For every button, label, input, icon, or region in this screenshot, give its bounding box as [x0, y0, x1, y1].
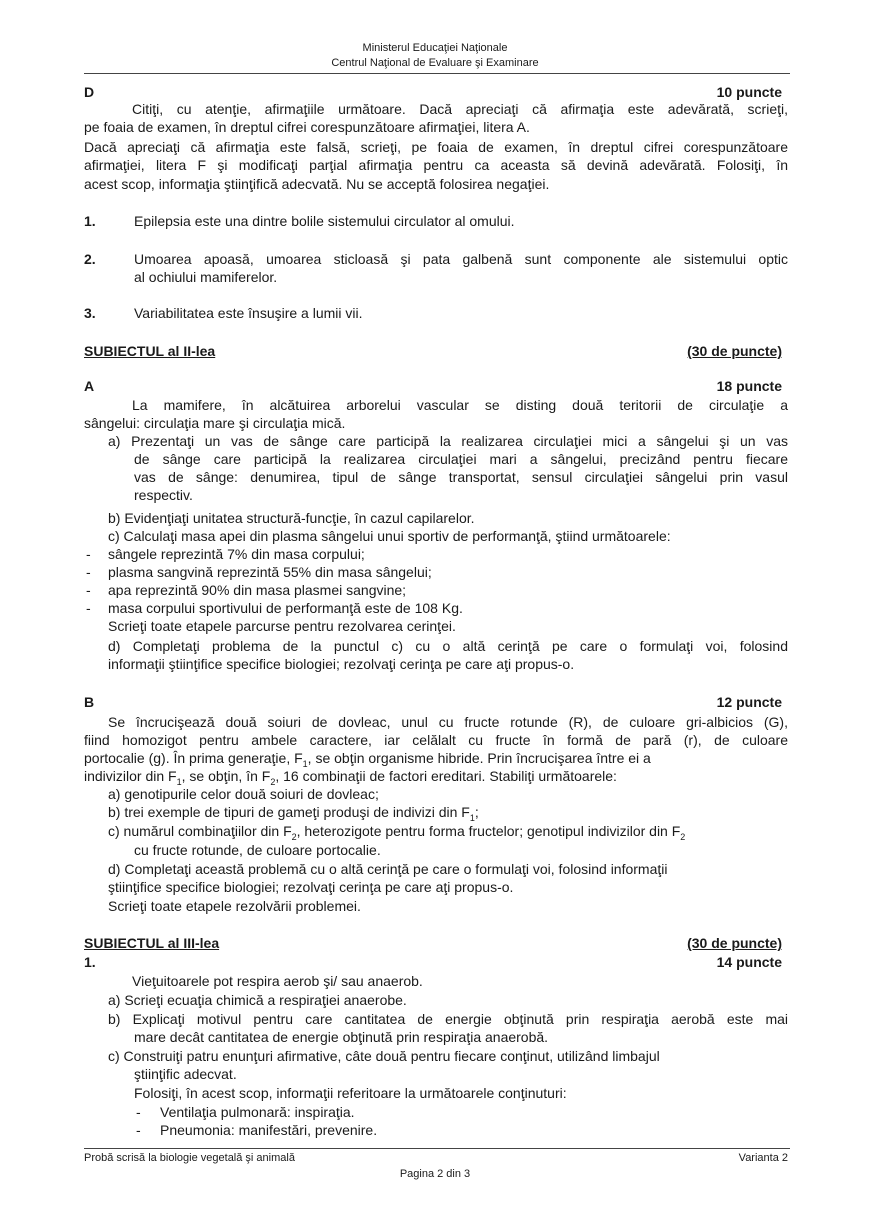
part-a-req-a-3: vas de sânge: denumirea, tipul de sânge transportat, sensul circulaţiei sângelui prin vasul	[134, 469, 788, 485]
part-a-intro-2: sângelui: circulaţia mare şi circulaţia mică.	[84, 415, 346, 431]
part-a-req-b: b) Evidenţiaţi unitatea structură-funcţie, în cazul capilarelor.	[108, 510, 475, 526]
question-number: 1.	[84, 954, 96, 970]
subject-2-title: SUBIECTUL al II-lea	[84, 343, 216, 359]
subscript: 2	[291, 831, 297, 842]
part-b-points: 12 puncte	[716, 694, 782, 710]
fact-item: masa corpului sportivului de performanţă este de 108 Kg.	[108, 600, 463, 616]
text-segment: c) numărul combinaţiilor din F	[108, 823, 292, 839]
text-segment: , heterozigote pentru forma fructelor; genotipul indivizilor din F	[296, 823, 681, 839]
text-segment: , 16 combinaţii de factori ereditari. Stabiliţi următoarele:	[275, 768, 617, 784]
section-d-points: 10 puncte	[716, 84, 782, 100]
fact-item: sângele reprezintă 7% din masa corpului;	[108, 546, 365, 562]
part-b-req-c	[108, 823, 685, 840]
question-req-c-2: ştiinţific adecvat.	[134, 1066, 237, 1082]
part-b-final: Scrieţi toate etapele rezolvării problemei.	[108, 898, 361, 914]
question-req-b-2: mare decât cantitatea de energie obţinută prin respiraţia anaerobă.	[134, 1029, 549, 1045]
part-a-req-a-4: respectiv.	[134, 487, 193, 503]
item-text: Epilepsia este una dintre bolile sistemului circulator al omului.	[134, 213, 515, 229]
dash: -	[86, 600, 91, 616]
question-req-c-3: Folosiţi, în acest scop, informaţii referitoare la următoarele conţinuturi:	[134, 1085, 567, 1101]
section-d-intro-4: afirmaţiei, litera F şi modificaţi parţial afirmaţia pentru ca aceasta să devină adevărată. Folosiţi, în	[84, 157, 788, 173]
subscript: 1	[176, 776, 182, 787]
content-item: Pneumonia: manifestări, prevenire.	[160, 1122, 378, 1138]
footer-variant: Varianta 2	[738, 1152, 788, 1164]
footer-page-number: Pagina 2 din 3	[399, 1168, 471, 1180]
question-req-c-1: c) Construiţi patru enunţuri afirmative, câte două pentru fiecare conţinut, utilizând limbajul	[108, 1048, 660, 1064]
text-segment: indivizilor din F	[84, 768, 177, 784]
part-a-intro-1: La mamifere, în alcătuirea arborelui vascular se disting două teritorii de circulaţie a	[132, 397, 788, 413]
part-a-req-c-note: Scrieţi toate etapele parcurse pentru rezolvarea cerinţei.	[108, 618, 456, 634]
part-a-letter: A	[84, 378, 95, 394]
fact-item: apa reprezintă 90% din masa plasmei sangvine;	[108, 582, 407, 598]
text-segment: , se obţin, în F	[181, 768, 271, 784]
footer-exam-name: Probă scrisă la biologie vegetală şi animală	[84, 1152, 295, 1164]
subscript: 1	[302, 758, 308, 769]
part-a-req-c: c) Calculaţi masa apei din plasma sângelui unui sportiv de performanţă, ştiind următoarele:	[108, 528, 671, 544]
part-a-req-a-1: a) Prezentaţi un vas de sânge care participă la realizarea circulaţiei mici a sângelui şi un vas	[108, 433, 788, 449]
part-a-points: 18 puncte	[716, 378, 782, 394]
part-b-letter: B	[84, 694, 95, 710]
part-b-intro-1: Se încrucişează două soiuri de dovleac, unul cu fructe rotunde (R), de culoare gri-albicios (G),	[108, 714, 788, 730]
part-b-req-c-2: cu fructe rotunde, de culoare portocalie.	[134, 842, 381, 858]
text-segment: ;	[474, 804, 479, 820]
text-segment: portocalie (g). În prima generaţie, F	[84, 750, 303, 766]
subscript: 1	[469, 812, 475, 823]
part-b-intro-3	[84, 750, 788, 767]
item-number: 1.	[84, 213, 96, 229]
part-a-req-d-2: informaţii ştiinţifice specifice biologiei; rezolvaţi cerinţa pe care aţi propus-o.	[108, 656, 575, 672]
part-b-intro-4	[84, 768, 788, 785]
part-a-req-a-2: de sânge care participă la realizarea circulaţiei mari a sângelui, precizând pentru fiecare	[134, 451, 788, 467]
subscript: 2	[270, 776, 276, 787]
fact-item: plasma sangvină reprezintă 55% din masa sângelui;	[108, 564, 432, 580]
section-d-intro-5: acest scop, informaţia ştiinţifică adecvată. Nu se acceptă folosirea negaţiei.	[84, 176, 550, 192]
header-center: Centrul Naţional de Evaluare şi Examinare	[331, 57, 539, 69]
section-d-intro-2: pe foaia de examen, în dreptul cifrei corespunzătoare afirmaţiei, litera A.	[84, 119, 530, 135]
section-d-letter: D	[84, 84, 95, 100]
subscript: 2	[680, 831, 686, 842]
dash: -	[86, 546, 91, 562]
item-number: 2.	[84, 251, 96, 267]
dash: -	[86, 564, 91, 580]
item-number: 3.	[84, 305, 96, 321]
question-points: 14 puncte	[716, 954, 782, 970]
footer-rule	[84, 1148, 790, 1149]
item-text: Umoarea apoasă, umoarea sticloasă şi pata galbenă sunt componente ale sistemului optic	[134, 251, 788, 267]
text-segment: b) trei exemple de tipuri de gameţi produşi de indivizi din F	[108, 804, 470, 820]
question-intro: Vieţuitoarele pot respira aerob şi/ sau anaerob.	[132, 973, 423, 989]
part-a-req-d-1: d) Completaţi problema de la punctul c) cu o altă cerinţă pe care o formulaţi voi, folosind	[108, 638, 788, 654]
question-req-b-1: b) Explicaţi motivul pentru care cantitatea de energie obţinută prin respiraţia aerobă este mai	[108, 1011, 788, 1027]
header-ministry: Ministerul Educaţiei Naţionale	[362, 42, 508, 54]
dash: -	[136, 1122, 141, 1138]
dash: -	[136, 1104, 141, 1120]
question-req-a: a) Scrieţi ecuaţia chimică a respiraţiei anaerobe.	[108, 992, 407, 1008]
content-item: Ventilaţia pulmonară: inspiraţia.	[160, 1104, 355, 1120]
part-b-req-a: a) genotipurile celor două soiuri de dovleac;	[108, 786, 379, 802]
part-b-req-d-1: d) Completaţi această problemă cu o altă cerinţă pe care o formulaţi voi, folosind informaţii	[108, 861, 668, 877]
item-text-cont: al ochiului mamiferelor.	[134, 269, 278, 285]
subject-2-points: (30 de puncte)	[687, 343, 782, 359]
text-segment: , se obţin organisme hibride. Prin încrucişarea între ei a	[307, 750, 651, 766]
subject-3-points: (30 de puncte)	[687, 935, 782, 951]
subject-3-title: SUBIECTUL al III-lea	[84, 935, 220, 951]
item-text: Variabilitatea este însuşire a lumii vii.	[134, 305, 363, 321]
section-d-intro-3: Dacă apreciaţi că afirmaţia este falsă, scrieţi, pe foaia de examen, în dreptul cifrei corespunzătoare	[84, 139, 788, 155]
section-d-intro-1: Citiţi, cu atenţie, afirmaţiile următoare. Dacă apreciaţi că afirmaţia este adevărată, scrieţi,	[132, 101, 788, 117]
header-rule	[84, 73, 790, 74]
dash: -	[86, 582, 91, 598]
part-b-req-b	[108, 804, 479, 821]
part-b-req-d-2: ştiinţifice specifice biologiei; rezolvaţi cerinţa pe care aţi propus-o.	[108, 879, 514, 895]
part-b-intro-2: fiind homozigot pentru ambele caractere, iar celălalt cu fructe în formă de pară (r), de culoare	[84, 732, 788, 748]
